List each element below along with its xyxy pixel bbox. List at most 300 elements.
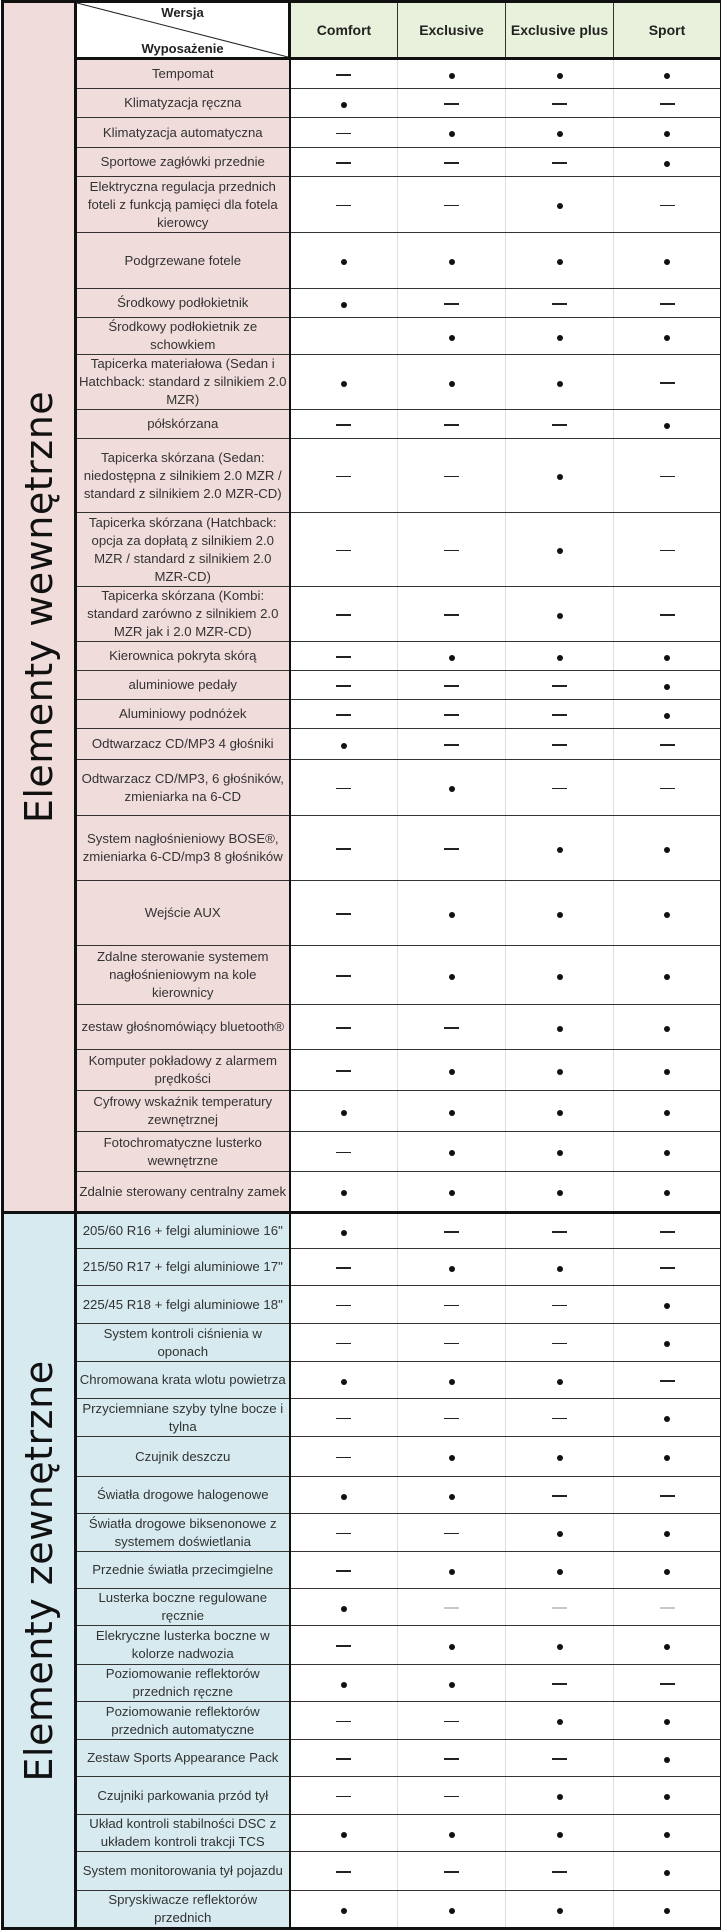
not-available-dash-icon bbox=[336, 476, 351, 478]
not-available-dash-icon bbox=[336, 614, 351, 616]
standard-dot-icon bbox=[449, 1682, 455, 1688]
table-row bbox=[3, 1399, 721, 1437]
standard-dot-icon bbox=[664, 1069, 670, 1075]
feature-label: Czujnik deszczu bbox=[76, 1437, 290, 1477]
availability-cell-exclusive-plus bbox=[506, 1740, 614, 1777]
not-available-dash-icon bbox=[336, 788, 351, 790]
section-exterior bbox=[3, 1213, 76, 1929]
availability-cell-comfort bbox=[290, 1437, 398, 1477]
section-title-interior: Elementy wewnętrzne bbox=[17, 391, 61, 823]
availability-cell-exclusive bbox=[398, 177, 506, 233]
not-available-dash-icon bbox=[336, 1027, 351, 1029]
table-row bbox=[3, 1777, 721, 1815]
feature-label: Tapicerka skórzana (Sedan: niedostępna z silnikiem 2.0 MZR / standard z silnikiem 2.0 MZR-CD) bbox=[76, 439, 290, 513]
standard-dot-icon bbox=[557, 1455, 563, 1461]
standard-dot-icon bbox=[557, 1719, 563, 1725]
standard-dot-icon bbox=[664, 1832, 670, 1838]
availability-cell-comfort bbox=[290, 1589, 398, 1626]
feature-label: zestaw głośnomówiący bluetooth® bbox=[76, 1005, 290, 1050]
standard-dot-icon bbox=[664, 974, 670, 980]
standard-dot-icon bbox=[449, 1569, 455, 1575]
availability-cell-sport bbox=[614, 1213, 721, 1249]
availability-cell-exclusive-plus bbox=[506, 289, 614, 318]
standard-dot-icon bbox=[449, 1832, 455, 1838]
availability-cell-exclusive-plus bbox=[506, 177, 614, 233]
availability-cell-sport bbox=[614, 1324, 721, 1362]
availability-cell-sport bbox=[614, 1172, 721, 1213]
table-row bbox=[3, 1132, 721, 1172]
availability-cell-comfort bbox=[290, 700, 398, 729]
availability-cell-exclusive-plus bbox=[506, 1050, 614, 1091]
standard-dot-icon bbox=[664, 1644, 670, 1650]
availability-cell-sport bbox=[614, 289, 721, 318]
standard-dot-icon bbox=[341, 1682, 347, 1688]
not-available-dash-icon bbox=[552, 1343, 567, 1345]
availability-cell-sport bbox=[614, 118, 721, 148]
feature-label: System monitorowania tył pojazdu bbox=[76, 1852, 290, 1891]
availability-cell-comfort bbox=[290, 1477, 398, 1514]
not-available-dash-icon bbox=[552, 1418, 567, 1420]
not-available-dash-icon bbox=[660, 382, 675, 384]
table-row bbox=[3, 1665, 721, 1702]
availability-cell-sport bbox=[614, 1815, 721, 1852]
feature-label: Tapicerka skórzana (Hatchback: opcja za dopłatą z silnikiem 2.0 MZR / standard z silnikiem 2.0 MZR-CD) bbox=[76, 513, 290, 587]
feature-label: Lusterka boczne regulowane ręcznie bbox=[76, 1589, 290, 1626]
availability-cell-exclusive-plus bbox=[506, 1286, 614, 1324]
standard-dot-icon bbox=[341, 259, 347, 265]
feature-label: Czujniki parkowania przód tył bbox=[76, 1777, 290, 1815]
availability-cell-exclusive bbox=[398, 671, 506, 700]
not-available-dash-icon bbox=[336, 205, 351, 207]
standard-dot-icon bbox=[557, 474, 563, 480]
availability-cell-exclusive bbox=[398, 1362, 506, 1399]
table-row bbox=[3, 671, 721, 700]
table-row bbox=[3, 1249, 721, 1286]
header-version-sport: Sport bbox=[614, 2, 721, 59]
standard-dot-icon bbox=[664, 1341, 670, 1347]
standard-dot-icon bbox=[449, 73, 455, 79]
standard-dot-icon bbox=[664, 1416, 670, 1422]
not-available-dash-icon bbox=[444, 1231, 459, 1233]
not-available-dash-icon bbox=[336, 685, 351, 687]
not-available-dash-icon bbox=[552, 1758, 567, 1760]
availability-cell-comfort bbox=[290, 148, 398, 177]
feature-label: Klimatyzacja ręczna bbox=[76, 89, 290, 118]
standard-dot-icon bbox=[557, 381, 563, 387]
availability-cell-exclusive-plus bbox=[506, 946, 614, 1005]
availability-cell-sport bbox=[614, 1589, 721, 1626]
standard-dot-icon bbox=[557, 1908, 563, 1914]
standard-dot-icon bbox=[557, 613, 563, 619]
not-available-dash-icon bbox=[552, 685, 567, 687]
standard-dot-icon bbox=[449, 1190, 455, 1196]
not-available-dash-icon bbox=[444, 103, 459, 105]
table-row bbox=[3, 1477, 721, 1514]
availability-cell-sport bbox=[614, 760, 721, 816]
availability-cell-exclusive-plus bbox=[506, 1665, 614, 1702]
table-row bbox=[3, 1514, 721, 1552]
not-available-dash-icon bbox=[660, 788, 675, 790]
availability-cell-sport bbox=[614, 1132, 721, 1172]
standard-dot-icon bbox=[664, 1026, 670, 1032]
availability-cell-exclusive bbox=[398, 513, 506, 587]
availability-cell-sport bbox=[614, 1437, 721, 1477]
availability-cell-exclusive bbox=[398, 1050, 506, 1091]
standard-dot-icon bbox=[557, 1379, 563, 1385]
not-available-dash-icon bbox=[444, 550, 459, 552]
availability-cell-sport bbox=[614, 513, 721, 587]
standard-dot-icon bbox=[664, 1569, 670, 1575]
availability-cell-exclusive bbox=[398, 118, 506, 148]
table-row bbox=[3, 1050, 721, 1091]
availability-cell-exclusive-plus bbox=[506, 1514, 614, 1552]
not-available-dash-icon bbox=[336, 656, 351, 658]
availability-cell-comfort bbox=[290, 1626, 398, 1665]
availability-cell-exclusive-plus bbox=[506, 1702, 614, 1740]
availability-cell-exclusive bbox=[398, 1249, 506, 1286]
section-interior bbox=[3, 2, 76, 1213]
availability-cell-comfort bbox=[290, 1172, 398, 1213]
feature-label: Odtwarzacz CD/MP3, 6 głośników, zmieniarka na 6-CD bbox=[76, 760, 290, 816]
availability-cell-sport bbox=[614, 1852, 721, 1891]
standard-dot-icon bbox=[664, 655, 670, 661]
standard-dot-icon bbox=[557, 203, 563, 209]
availability-cell-sport bbox=[614, 89, 721, 118]
not-available-dash-icon bbox=[336, 162, 351, 164]
availability-cell-exclusive-plus bbox=[506, 1324, 614, 1362]
table-row bbox=[3, 1702, 721, 1740]
standard-dot-icon bbox=[449, 1455, 455, 1461]
availability-cell-exclusive bbox=[398, 1777, 506, 1815]
availability-cell-comfort bbox=[290, 1005, 398, 1050]
table-row bbox=[3, 148, 721, 177]
availability-cell-exclusive-plus bbox=[506, 671, 614, 700]
feature-label: Elekryczne lusterka boczne w kolorze nadwozia bbox=[76, 1626, 290, 1665]
availability-cell-exclusive bbox=[398, 1514, 506, 1552]
not-available-dash-icon bbox=[552, 1683, 567, 1685]
not-available-dash-icon bbox=[336, 1796, 351, 1798]
not-available-dash-icon bbox=[444, 1027, 459, 1029]
not-available-dash-icon bbox=[336, 74, 351, 76]
table-row bbox=[3, 177, 721, 233]
table-row bbox=[3, 1740, 721, 1777]
availability-cell-comfort bbox=[290, 1050, 398, 1091]
availability-cell-exclusive bbox=[398, 1552, 506, 1589]
standard-dot-icon bbox=[557, 73, 563, 79]
availability-cell-comfort bbox=[290, 1399, 398, 1437]
not-available-dash-icon bbox=[660, 205, 675, 207]
availability-cell-sport bbox=[614, 1740, 721, 1777]
availability-cell-exclusive bbox=[398, 1172, 506, 1213]
availability-cell-exclusive bbox=[398, 439, 506, 513]
availability-cell-exclusive-plus bbox=[506, 587, 614, 642]
table-row bbox=[3, 587, 721, 642]
standard-dot-icon bbox=[664, 161, 670, 167]
availability-cell-sport bbox=[614, 642, 721, 671]
feature-label: Klimatyzacja automatyczna bbox=[76, 118, 290, 148]
standard-dot-icon bbox=[664, 1190, 670, 1196]
feature-label: Odtwarzacz CD/MP3 4 głośniki bbox=[76, 729, 290, 760]
standard-dot-icon bbox=[449, 1069, 455, 1075]
availability-cell-sport bbox=[614, 1399, 721, 1437]
standard-dot-icon bbox=[664, 1794, 670, 1800]
availability-cell-sport bbox=[614, 233, 721, 289]
not-available-dash-icon bbox=[444, 476, 459, 478]
availability-cell-exclusive-plus bbox=[506, 439, 614, 513]
availability-cell-exclusive bbox=[398, 355, 506, 410]
not-available-dash-icon bbox=[552, 424, 567, 426]
availability-cell-comfort bbox=[290, 946, 398, 1005]
availability-cell-exclusive bbox=[398, 1132, 506, 1172]
standard-dot-icon bbox=[341, 1494, 347, 1500]
availability-cell-sport bbox=[614, 1777, 721, 1815]
not-available-dash-icon bbox=[444, 205, 459, 207]
not-available-dash-icon bbox=[660, 614, 675, 616]
availability-cell-exclusive bbox=[398, 89, 506, 118]
not-available-dash-icon bbox=[660, 103, 675, 105]
standard-dot-icon bbox=[341, 1230, 347, 1236]
availability-cell-exclusive-plus bbox=[506, 148, 614, 177]
standard-dot-icon bbox=[557, 335, 563, 341]
standard-dot-icon bbox=[664, 335, 670, 341]
availability-cell-sport bbox=[614, 1005, 721, 1050]
availability-cell-exclusive-plus bbox=[506, 760, 614, 816]
availability-cell-exclusive-plus bbox=[506, 1589, 614, 1626]
not-available-dash-icon bbox=[444, 1418, 459, 1420]
not-available-dash-icon bbox=[444, 1796, 459, 1798]
standard-dot-icon bbox=[341, 302, 347, 308]
availability-cell-exclusive bbox=[398, 1213, 506, 1249]
availability-cell-comfort bbox=[290, 177, 398, 233]
not-available-dash-icon bbox=[336, 1418, 351, 1420]
feature-label: Środkowy podłokietnik bbox=[76, 289, 290, 318]
standard-dot-icon bbox=[341, 743, 347, 749]
not-available-dash-icon bbox=[444, 614, 459, 616]
availability-cell-exclusive-plus bbox=[506, 1437, 614, 1477]
not-available-dash-icon bbox=[660, 1495, 675, 1497]
availability-cell-sport bbox=[614, 1050, 721, 1091]
standard-dot-icon bbox=[449, 912, 455, 918]
not-available-dash-icon bbox=[336, 1758, 351, 1760]
standard-dot-icon bbox=[449, 1379, 455, 1385]
feature-label: Światła drogowe halogenowe bbox=[76, 1477, 290, 1514]
not-available-dash-icon bbox=[444, 685, 459, 687]
availability-cell-sport bbox=[614, 1626, 721, 1665]
availability-cell-exclusive bbox=[398, 1437, 506, 1477]
feature-label: Zdalnie sterowany centralny zamek bbox=[76, 1172, 290, 1213]
table-row bbox=[3, 1891, 721, 1929]
not-available-dash-icon bbox=[660, 476, 675, 478]
availability-cell-exclusive-plus bbox=[506, 1852, 614, 1891]
availability-cell-exclusive-plus bbox=[506, 1477, 614, 1514]
availability-cell-sport bbox=[614, 700, 721, 729]
availability-cell-sport bbox=[614, 1286, 721, 1324]
availability-cell-comfort bbox=[290, 1740, 398, 1777]
not-available-dash-icon bbox=[444, 1343, 459, 1345]
availability-cell-exclusive bbox=[398, 1324, 506, 1362]
standard-dot-icon bbox=[664, 1531, 670, 1537]
availability-cell-comfort bbox=[290, 816, 398, 881]
availability-cell-sport bbox=[614, 1249, 721, 1286]
availability-cell-exclusive bbox=[398, 410, 506, 439]
table-row bbox=[3, 1589, 721, 1626]
availability-cell-exclusive bbox=[398, 729, 506, 760]
not-available-dash-icon bbox=[552, 303, 567, 305]
availability-cell-sport bbox=[614, 1362, 721, 1399]
availability-cell-sport bbox=[614, 355, 721, 410]
header-version-exclusive: Exclusive bbox=[398, 2, 506, 59]
table-row bbox=[3, 881, 721, 946]
availability-cell-comfort bbox=[290, 439, 398, 513]
not-available-dash-icon bbox=[336, 133, 351, 135]
availability-cell-sport bbox=[614, 318, 721, 355]
table-row bbox=[3, 729, 721, 760]
availability-cell-sport bbox=[614, 881, 721, 946]
feature-label: 215/50 R17 + felgi aluminiowe 17" bbox=[76, 1249, 290, 1286]
not-available-dash-icon bbox=[444, 1758, 459, 1760]
standard-dot-icon bbox=[664, 1303, 670, 1309]
feature-label: Zestaw Sports Appearance Pack bbox=[76, 1740, 290, 1777]
availability-cell-exclusive bbox=[398, 289, 506, 318]
table-row bbox=[3, 1091, 721, 1132]
not-available-dash-icon bbox=[444, 1533, 459, 1535]
availability-cell-exclusive-plus bbox=[506, 513, 614, 587]
not-available-dash-icon bbox=[660, 550, 675, 552]
table-row bbox=[3, 1815, 721, 1852]
availability-cell-exclusive-plus bbox=[506, 1399, 614, 1437]
availability-cell-exclusive-plus bbox=[506, 59, 614, 89]
header-version-comfort: Comfort bbox=[290, 2, 398, 59]
availability-cell-exclusive bbox=[398, 1852, 506, 1891]
standard-dot-icon bbox=[341, 381, 347, 387]
feature-label: System nagłośnieniowy BOSE®, zmieniarka 6-CD/mp3 8 głośników bbox=[76, 816, 290, 881]
feature-label: Poziomowanie reflektorów przednich ręczne bbox=[76, 1665, 290, 1702]
feature-label: Przyciemniane szyby tylne bocze i tylna bbox=[76, 1399, 290, 1437]
availability-cell-sport bbox=[614, 671, 721, 700]
table-row bbox=[3, 816, 721, 881]
table-row bbox=[3, 760, 721, 816]
equipment-table bbox=[1, 0, 721, 1930]
feature-label: Poziomowanie reflektorów przednich automatyczne bbox=[76, 1702, 290, 1740]
not-available-dash-icon bbox=[444, 714, 459, 716]
not-available-dash-icon bbox=[552, 714, 567, 716]
availability-cell-exclusive bbox=[398, 1399, 506, 1437]
standard-dot-icon bbox=[664, 1150, 670, 1156]
feature-label: Fotochromatyczne lusterko wewnętrzne bbox=[76, 1132, 290, 1172]
standard-dot-icon bbox=[664, 847, 670, 853]
availability-cell-comfort bbox=[290, 233, 398, 289]
not-available-dash-icon bbox=[444, 744, 459, 746]
availability-cell-exclusive bbox=[398, 587, 506, 642]
not-available-dash-icon bbox=[336, 1070, 351, 1072]
availability-cell-exclusive bbox=[398, 1091, 506, 1132]
standard-dot-icon bbox=[341, 102, 347, 108]
not-available-dash-icon bbox=[444, 848, 459, 850]
availability-cell-sport bbox=[614, 1552, 721, 1589]
standard-dot-icon bbox=[664, 1110, 670, 1116]
not-available-dash-icon bbox=[552, 1871, 567, 1873]
not-available-dash-icon bbox=[336, 1152, 351, 1154]
standard-dot-icon bbox=[449, 1908, 455, 1914]
availability-cell-comfort bbox=[290, 587, 398, 642]
table-row bbox=[3, 1213, 721, 1249]
header-version-label: Wersja bbox=[77, 5, 288, 20]
table-row bbox=[3, 1172, 721, 1213]
not-available-dash-icon bbox=[444, 1721, 459, 1723]
standard-dot-icon bbox=[664, 259, 670, 265]
not-available-dash-icon bbox=[444, 1871, 459, 1873]
header-equipment-label: Wyposażenie bbox=[77, 41, 288, 56]
feature-label: 225/45 R18 + felgi aluminiowe 18" bbox=[76, 1286, 290, 1324]
feature-label: Światła drogowe biksenonowe z systemem doświetlania bbox=[76, 1514, 290, 1552]
standard-dot-icon bbox=[449, 655, 455, 661]
standard-dot-icon bbox=[557, 847, 563, 853]
table-row bbox=[3, 233, 721, 289]
availability-cell-exclusive bbox=[398, 1005, 506, 1050]
availability-cell-sport bbox=[614, 1665, 721, 1702]
not-available-dash-icon bbox=[336, 1343, 351, 1345]
standard-dot-icon bbox=[557, 1531, 563, 1537]
availability-cell-exclusive-plus bbox=[506, 700, 614, 729]
table-row bbox=[3, 1324, 721, 1362]
not-available-dash-icon bbox=[336, 1871, 351, 1873]
standard-dot-icon bbox=[341, 1110, 347, 1116]
standard-dot-icon bbox=[664, 912, 670, 918]
standard-dot-icon bbox=[557, 1794, 563, 1800]
feature-label: Komputer pokładowy z alarmem prędkości bbox=[76, 1050, 290, 1091]
feature-label: Zdalne sterowanie systemem nagłośnieniowym na kole kierownicy bbox=[76, 946, 290, 1005]
standard-dot-icon bbox=[664, 1719, 670, 1725]
feature-label: 205/60 R16 + felgi aluminiowe 16" bbox=[76, 1213, 290, 1249]
availability-cell-sport bbox=[614, 1891, 721, 1929]
availability-cell-exclusive-plus bbox=[506, 1005, 614, 1050]
feature-label: aluminiowe pedały bbox=[76, 671, 290, 700]
feature-label: Tapicerka skórzana (Kombi: standard zarówno z silnikiem 2.0 MZR jak i 2.0 MZR-CD) bbox=[76, 587, 290, 642]
availability-cell-sport bbox=[614, 59, 721, 89]
availability-cell-comfort bbox=[290, 1891, 398, 1929]
table-row bbox=[3, 410, 721, 439]
availability-cell-exclusive bbox=[398, 1815, 506, 1852]
not-available-dash-icon bbox=[336, 1457, 351, 1459]
not-available-dash-icon bbox=[336, 1305, 351, 1307]
availability-cell-exclusive bbox=[398, 700, 506, 729]
availability-cell-comfort bbox=[290, 1815, 398, 1852]
not-available-dash-icon bbox=[660, 1231, 675, 1233]
standard-dot-icon bbox=[557, 1026, 563, 1032]
availability-cell-exclusive bbox=[398, 1702, 506, 1740]
standard-dot-icon bbox=[557, 1644, 563, 1650]
standard-dot-icon bbox=[664, 713, 670, 719]
availability-cell-exclusive bbox=[398, 1740, 506, 1777]
not-available-dash-icon bbox=[336, 975, 351, 977]
availability-cell-sport bbox=[614, 1514, 721, 1552]
availability-cell-comfort bbox=[290, 59, 398, 89]
standard-dot-icon bbox=[557, 1266, 563, 1272]
availability-cell-sport bbox=[614, 1702, 721, 1740]
availability-cell-exclusive-plus bbox=[506, 1815, 614, 1852]
availability-cell-exclusive bbox=[398, 1665, 506, 1702]
not-available-dash-icon bbox=[660, 1607, 675, 1609]
not-available-dash-icon bbox=[552, 103, 567, 105]
feature-label: Cyfrowy wskaźnik temperatury zewnętrznej bbox=[76, 1091, 290, 1132]
availability-cell-exclusive-plus bbox=[506, 233, 614, 289]
section-title-exterior: Elementy zewnętrzne bbox=[17, 1360, 61, 1781]
standard-dot-icon bbox=[557, 1190, 563, 1196]
availability-cell-exclusive-plus bbox=[506, 729, 614, 760]
availability-cell-exclusive-plus bbox=[506, 1891, 614, 1929]
availability-cell-exclusive-plus bbox=[506, 410, 614, 439]
feature-label: Przednie światła przecimgielne bbox=[76, 1552, 290, 1589]
